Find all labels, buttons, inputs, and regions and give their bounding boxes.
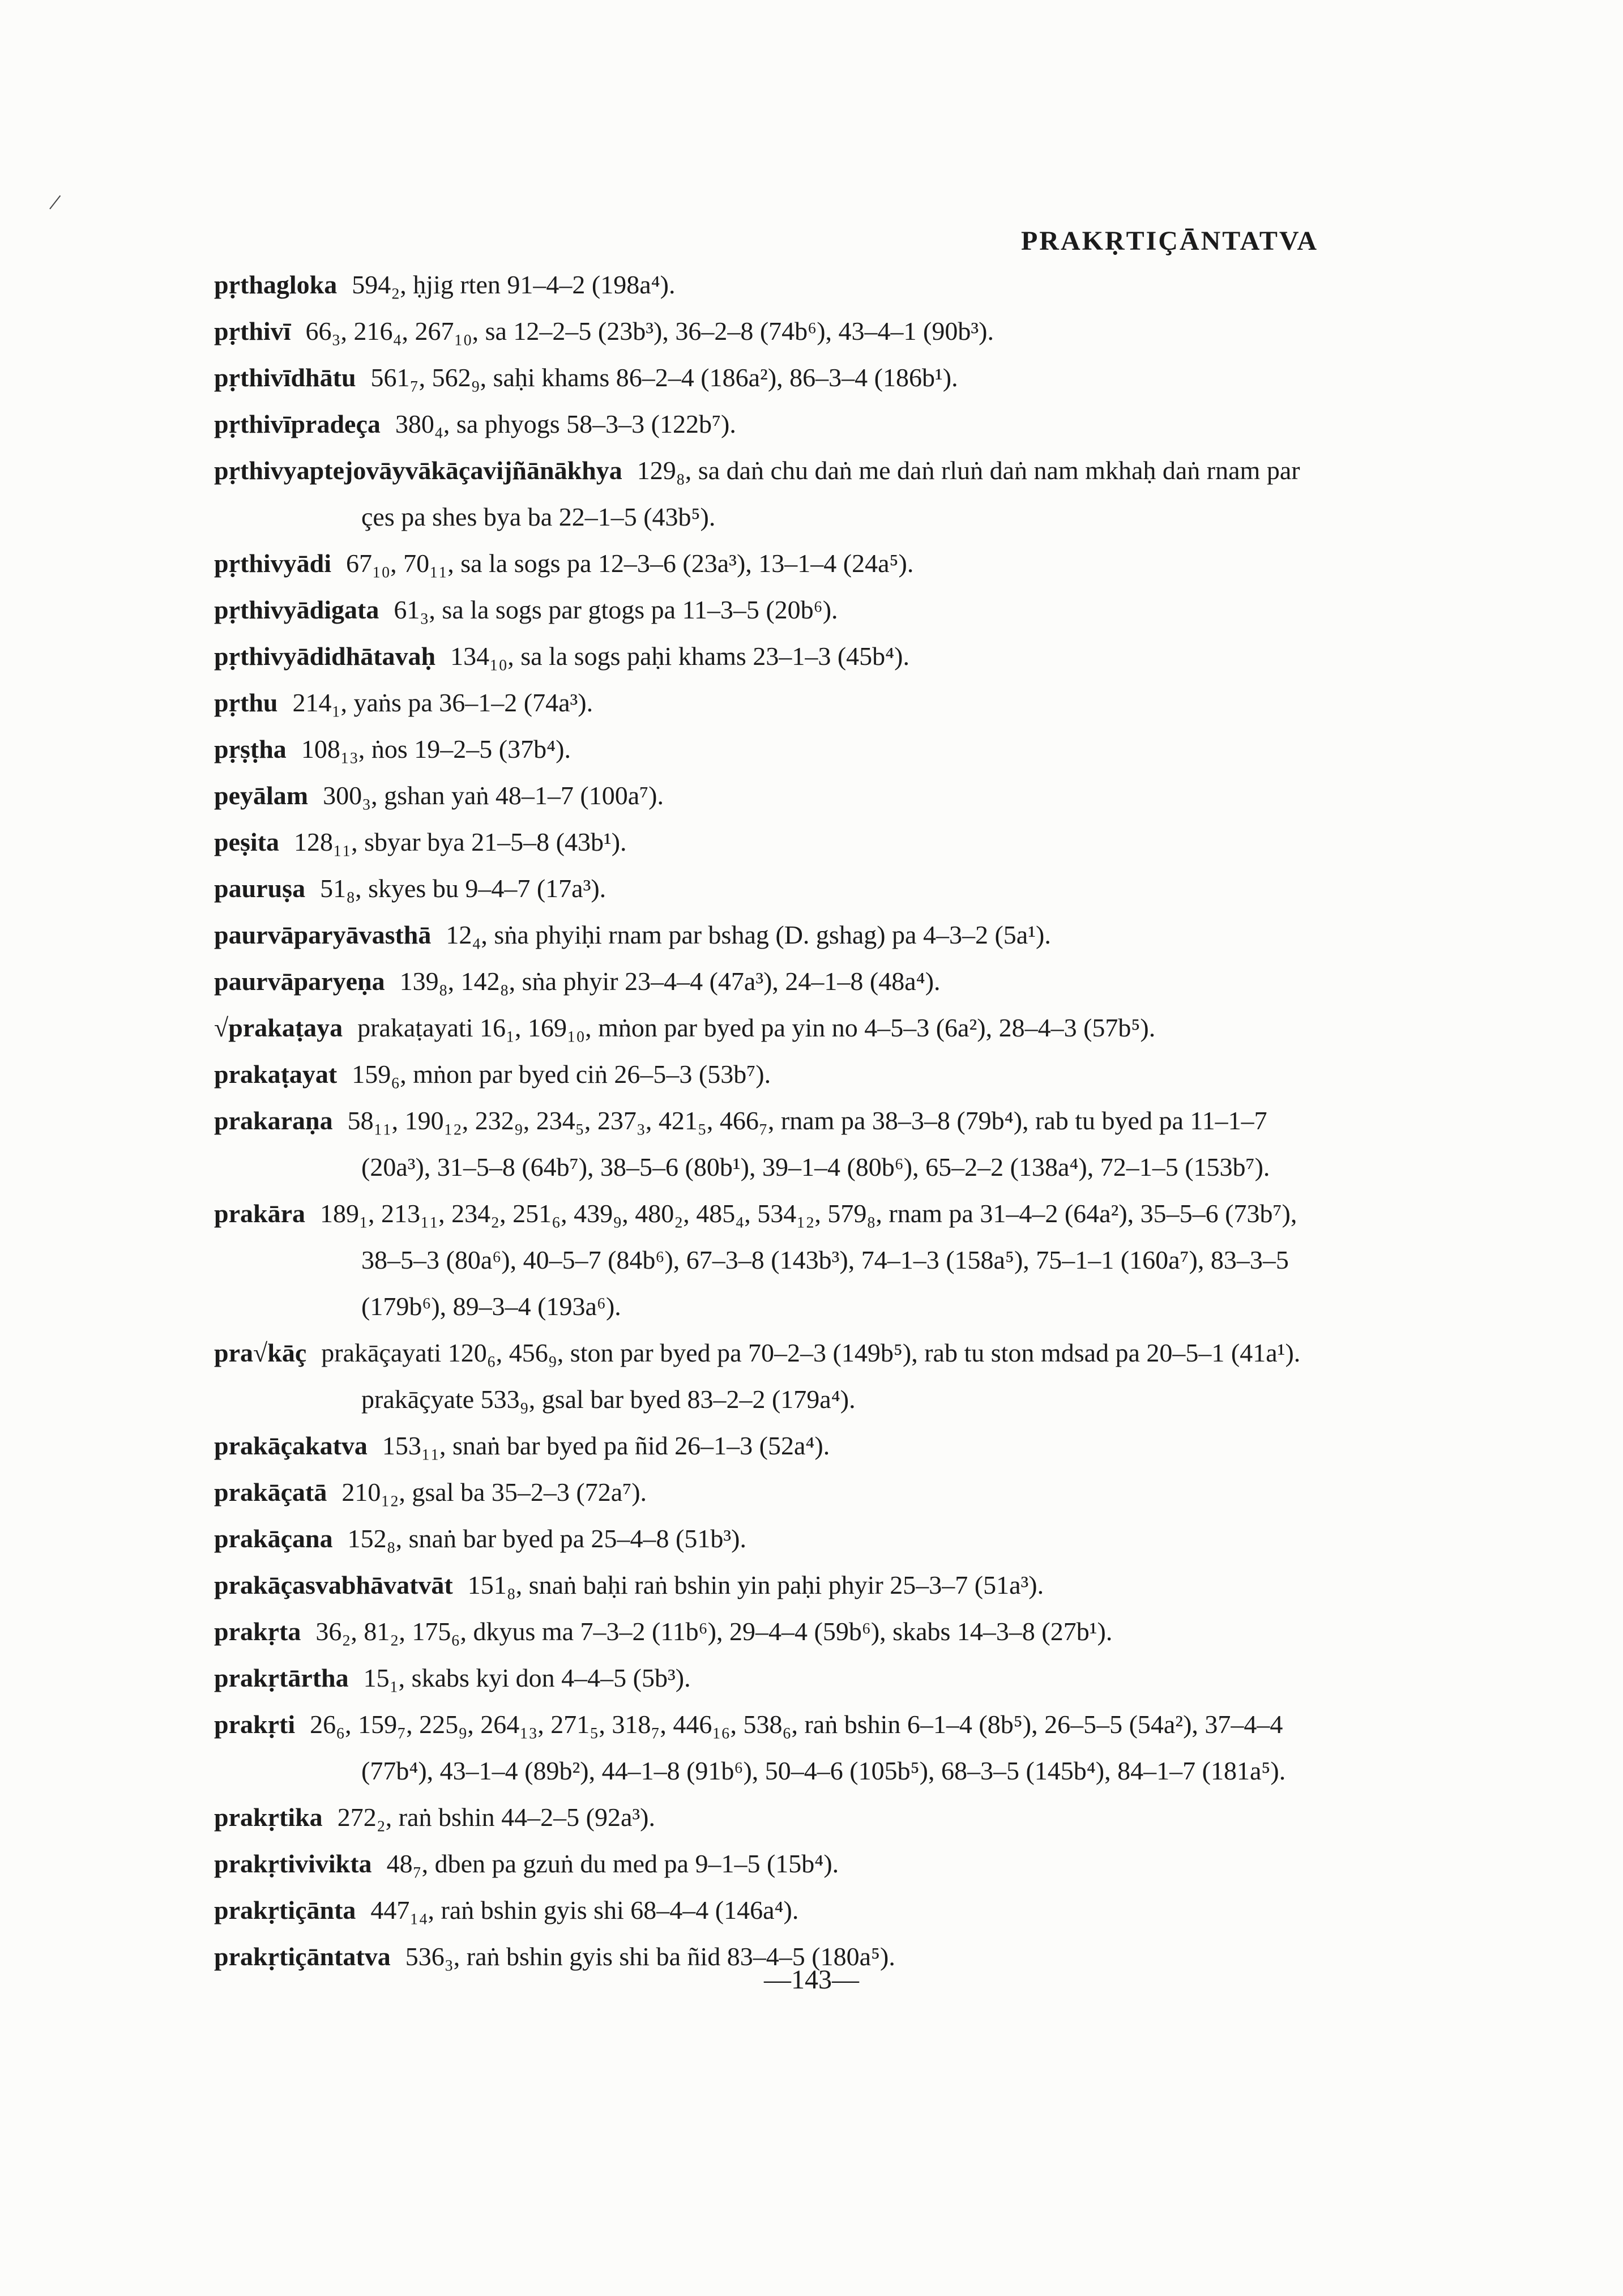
page-number: —143—	[764, 1965, 859, 1995]
headword: pṛthivyādigata	[214, 595, 379, 624]
references: 134₁₀, sa la sogs paḥi khams 23–1–3 (45b⁴).	[450, 642, 909, 671]
references: 36₂, 81₂, 175₆, dkyus ma 7–3–2 (11b⁶), 29–4–4 (59b⁶), skabs 14–3–8 (27b¹).	[315, 1617, 1113, 1646]
references: 536₃, raṅ bshin gyis shi ba ñid 83–4–5 (180a⁵).	[405, 1942, 895, 1971]
entry	[214, 401, 1313, 447]
references: 58₁₁, 190₁₂, 232₉, 234₅, 237₃, 421₅, 466₇, rnam pa 38–3–8 (79b⁴), rab tu byed pa 11–1–7 (20a³), 31–5–8 (64b⁷), 38–5–6 (80b¹), 39–1–4 (80b⁶), 65–2–2 (138a⁴), 72–1–5 (153b⁷).	[347, 1106, 1270, 1181]
entry	[214, 773, 1313, 819]
headword: pṛthivīpradeça	[214, 409, 381, 438]
headword: pṛthivīdhātu	[214, 363, 356, 392]
dictionary-entries	[214, 262, 1313, 1980]
entry	[214, 1701, 1313, 1794]
running-header: PRAKṚTIÇĀNTATVA	[1020, 226, 1318, 256]
references: 300₃, gshan yaṅ 48–1–7 (100a⁷).	[323, 781, 664, 810]
headword: prakṛtiçāntatva	[214, 1942, 391, 1971]
references: 26₆, 159₇, 225₉, 264₁₃, 271₅, 318₇, 446₁₆, 538₆, raṅ bshin 6–1–4 (8b⁵), 26–5–5 (54a²), 37–4–4 (77b⁴), 43–1–4 (89b²), 44–1–8 (91b⁶), 50–4–6 (105b⁵), 68–3–5 (145b⁴), 84–1–7 (181a⁵).	[310, 1710, 1286, 1785]
references: 12₄, sṅa phyiḥi rnam par bshag (D. gshag) pa 4–3–2 (5a¹).	[446, 920, 1051, 949]
headword: prakaraṇa	[214, 1106, 333, 1135]
references: prakaṭayati 16₁, 169₁₀, mṅon par byed pa yin no 4–5–3 (6a²), 28–4–3 (57b⁵).	[357, 1013, 1156, 1042]
entry	[214, 1423, 1313, 1469]
entry-continuation	[214, 1376, 1313, 1423]
headword: prakaṭayat	[214, 1060, 338, 1089]
headword: paurvāparyeṇa	[214, 967, 385, 996]
references: prakāçayati 120₆, 456₉, ston par byed pa 70–2–3 (149b⁵), rab tu ston mdsad pa 20–5–1 (41a¹).	[321, 1338, 1301, 1367]
references: prakāçyate 533₉, gsal bar byed 83–2–2 (179a⁴).	[361, 1385, 856, 1414]
entry	[214, 1051, 1313, 1098]
entry	[214, 1794, 1313, 1841]
entry	[214, 587, 1313, 633]
entry	[214, 865, 1313, 912]
headword: prakāra	[214, 1199, 305, 1228]
headword: pṛthu	[214, 688, 278, 717]
references: 151₈, snaṅ baḥi raṅ bshin yin paḥi phyir 25–3–7 (51a³).	[467, 1571, 1044, 1599]
entry	[214, 447, 1313, 540]
entry	[214, 726, 1313, 773]
headword: prakāçana	[214, 1524, 333, 1553]
headword: prakṛti	[214, 1710, 296, 1739]
headword: prakṛtiçānta	[214, 1896, 356, 1924]
references: 210₁₂, gsal ba 35–2–3 (72a⁷).	[341, 1478, 647, 1507]
headword: pṛthivyaptejovāyvākāçavijñānākhya	[214, 456, 622, 485]
headword: pra√kāç	[214, 1338, 307, 1367]
headword: pauruṣa	[214, 874, 306, 903]
headword: prakṛtika	[214, 1803, 323, 1832]
references: 272₂, raṅ bshin 44–2–5 (92a³).	[337, 1803, 655, 1832]
entry	[214, 1562, 1313, 1608]
headword: pṛthagloka	[214, 270, 338, 299]
entry	[214, 1005, 1313, 1051]
entry	[214, 912, 1313, 958]
references: 128₁₁, sbyar bya 21–5–8 (43b¹).	[294, 827, 627, 856]
entry	[214, 1190, 1313, 1330]
references: 15₁, skabs kyi don 4–4–5 (5b³).	[363, 1663, 691, 1692]
headword: √prakaṭaya	[214, 1013, 343, 1042]
headword: prakāçatā	[214, 1478, 327, 1507]
references: 67₁₀, 70₁₁, sa la sogs pa 12–3–6 (23a³), 13–1–4 (24a⁵).	[346, 549, 914, 578]
references: 380₄, sa phyogs 58–3–3 (122b⁷).	[395, 409, 736, 438]
references: 61₃, sa la sogs par gtogs pa 11–3–5 (20b⁶).	[394, 595, 838, 624]
references: 139₈, 142₈, sṅa phyir 23–4–4 (47a³), 24–1–8 (48a⁴).	[399, 967, 941, 996]
entry	[214, 1469, 1313, 1516]
references: 48₇, dben pa gzuṅ du med pa 9–1–5 (15b⁴).	[386, 1849, 839, 1878]
references: 108₁₃, ṅos 19–2–5 (37b⁴).	[301, 735, 571, 763]
entry	[214, 1608, 1313, 1655]
entry	[214, 262, 1313, 308]
entry	[214, 355, 1313, 401]
entry	[214, 1330, 1313, 1376]
headword: pṛthivyādi	[214, 549, 332, 578]
headword: paurvāparyāvasthā	[214, 920, 432, 949]
headword: pṛthivī	[214, 317, 291, 345]
entry	[214, 1887, 1313, 1934]
headword: pṛthivyādidhātavaḥ	[214, 642, 436, 671]
entry	[214, 1841, 1313, 1887]
headword: peyālam	[214, 781, 309, 810]
references: 594₂, ḥjig rten 91–4–2 (198a⁴).	[352, 270, 676, 299]
entry	[214, 633, 1313, 680]
entry	[214, 308, 1313, 355]
headword: prakṛtārtha	[214, 1663, 349, 1692]
headword: peṣita	[214, 827, 279, 856]
headword: pṛṣṭha	[214, 735, 287, 763]
references: 159₆, mṅon par byed ciṅ 26–5–3 (53b⁷).	[352, 1060, 771, 1089]
references: 189₁, 213₁₁, 234₂, 251₆, 439₉, 480₂, 485₄, 534₁₂, 579₈, rnam pa 31–4–2 (64a²), 35–5–6 (73b⁷), 38–5–3 (80a⁶), 40–5–7 (84b⁶), 67–3–8 (143b³), 74–1–3 (158a⁵), 75–1–1 (160a⁷), 83–3–5 (179b⁶), 89–3–4 (193a⁶).	[320, 1199, 1297, 1321]
references: 129₈, sa daṅ chu daṅ me daṅ rluṅ daṅ nam mkhaḥ daṅ rnam par çes pa shes bya ba 22–1–5 (43b⁵).	[361, 456, 1300, 531]
headword: prakāçasvabhāvatvāt	[214, 1571, 453, 1599]
headword: prakṛta	[214, 1617, 301, 1646]
entry	[214, 1655, 1313, 1701]
entry	[214, 680, 1313, 726]
stray-pen-mark	[49, 195, 61, 210]
references: 66₃, 216₄, 267₁₀, sa 12–2–5 (23b³), 36–2–8 (74b⁶), 43–4–1 (90b³).	[305, 317, 994, 345]
entry	[214, 540, 1313, 587]
entry	[214, 958, 1313, 1005]
headword: prakāçakatva	[214, 1431, 368, 1460]
references: 51₈, skyes bu 9–4–7 (17a³).	[320, 874, 607, 903]
headword: prakṛtivivikta	[214, 1849, 372, 1878]
references: 561₇, 562₉, saḥi khams 86–2–4 (186a²), 86–3–4 (186b¹).	[370, 363, 958, 392]
entry	[214, 819, 1313, 865]
references: 152₈, snaṅ bar byed pa 25–4–8 (51b³).	[347, 1524, 746, 1553]
references: 447₁₄, raṅ bshin gyis shi 68–4–4 (146a⁴).	[370, 1896, 799, 1924]
references: 214₁, yaṅs pa 36–1–2 (74a³).	[292, 688, 593, 717]
references: 153₁₁, snaṅ bar byed pa ñid 26–1–3 (52a⁴).	[382, 1431, 830, 1460]
entry	[214, 1098, 1313, 1190]
entry	[214, 1516, 1313, 1562]
